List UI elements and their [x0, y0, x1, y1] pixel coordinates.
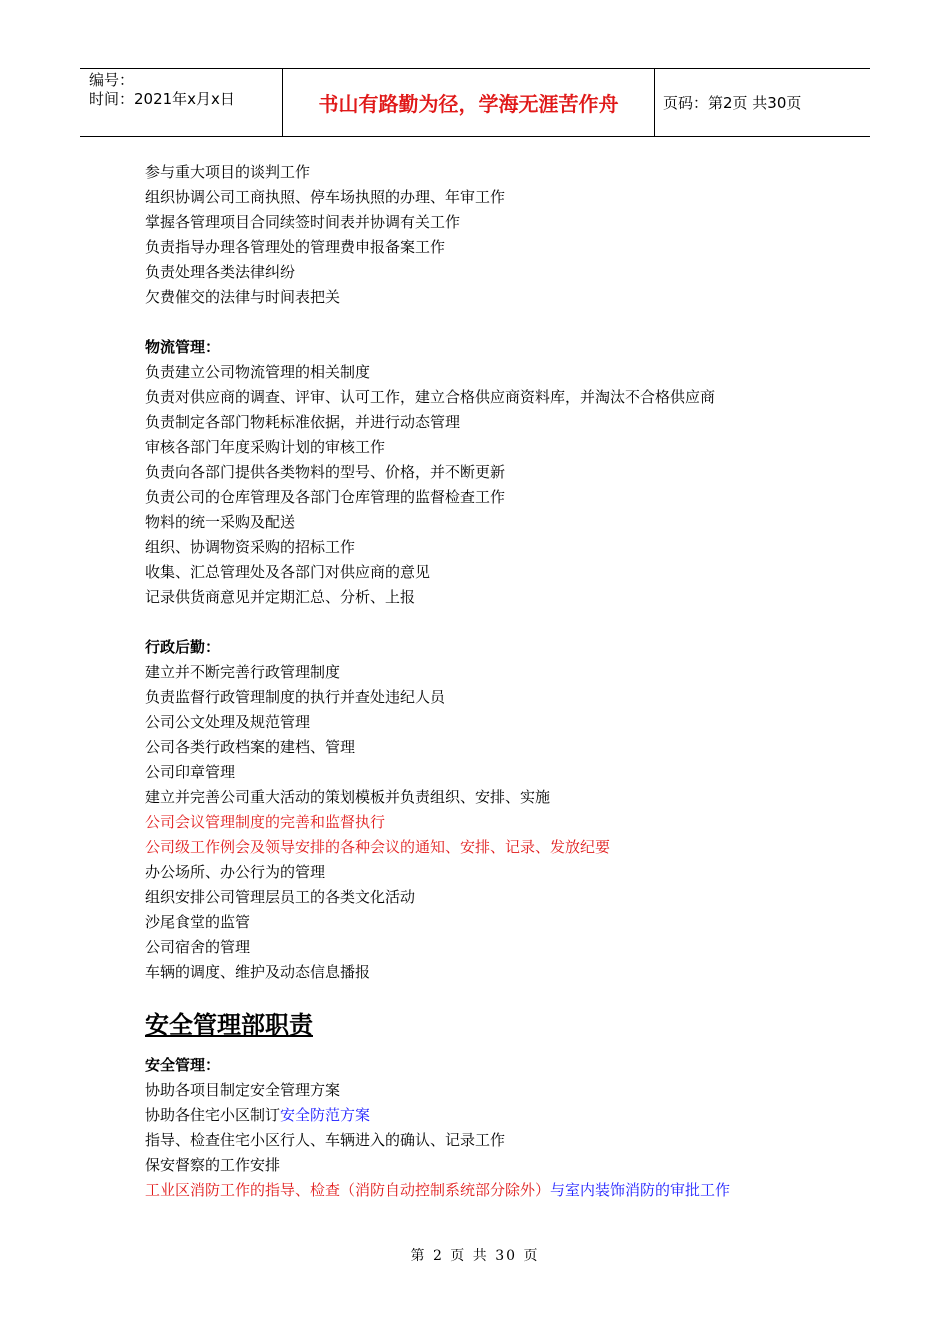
list-item: 负责建立公司物流管理的相关制度 [145, 363, 371, 381]
admin-section [145, 635, 845, 985]
list-item: 收集、汇总管理处及各部门对供应商的意见 [145, 563, 431, 581]
item-text-red: 工业区消防工作的指导、检查（消防自动控制系统部分除外） [145, 1181, 551, 1199]
legal-section-tail [145, 160, 845, 310]
safety-section [145, 1053, 845, 1203]
list-item: 沙尾食堂的监管 [145, 913, 251, 931]
list-item: 记录供货商意见并定期汇总、分析、上报 [145, 588, 416, 606]
section-heading: 物流管理： [145, 338, 221, 356]
list-item: 办公场所、办公行为的管理 [145, 863, 326, 881]
list-item-highlighted: 公司会议管理制度的完善和监督执行 [145, 813, 386, 831]
list-item: 指导、检查住宅小区行人、车辆进入的确认、记录工作 [145, 1131, 506, 1149]
header-motto: 书山有路勤为径，学海无涯苦作舟 [318, 92, 619, 116]
section-heading: 安全管理： [145, 1056, 221, 1074]
document-body [145, 160, 845, 1203]
list-item: 组织安排公司管理层员工的各类文化活动 [145, 888, 416, 906]
header-page-number: 页码：第2页 共30页 [663, 94, 802, 112]
list-item: 负责监督行政管理制度的执行并查处违纪人员 [145, 688, 446, 706]
list-item: 公司印章管理 [145, 763, 236, 781]
item-text: 协助各住宅小区制订 [145, 1106, 281, 1124]
logistics-section [145, 335, 845, 610]
safety-plan-link[interactable]: 安全防范方案 [280, 1106, 371, 1124]
list-item: 车辆的调度、维护及动态信息播报 [145, 963, 371, 981]
list-item: 物料的统一采购及配送 [145, 513, 296, 531]
list-item: 审核各部门年度采购计划的审核工作 [145, 438, 386, 456]
list-item: 组织、协调物资采购的招标工作 [145, 538, 356, 556]
list-item: 建立并完善公司重大活动的策划模板并负责组织、安排、实施 [145, 788, 551, 806]
list-item-highlighted: 公司级工作例会及领导安排的各种会议的通知、安排、记录、发放纪要 [145, 838, 611, 856]
list-item: 建立并不断完善行政管理制度 [145, 663, 341, 681]
list-item: 负责对供应商的调查、评审、认可工作，建立合格供应商资料库，并淘汰不合格供应商 [145, 388, 716, 406]
list-item: 公司公文处理及规范管理 [145, 713, 311, 731]
list-item: 保安督察的工作安排 [145, 1156, 281, 1174]
list-item: 掌握各管理项目合同续签时间表并协调有关工作 [145, 213, 461, 231]
page-header [80, 68, 870, 137]
header-info [89, 71, 279, 109]
list-item: 协助各项目制定安全管理方案 [145, 1081, 341, 1099]
list-item [145, 1178, 845, 1203]
list-item: 负责公司的仓库管理及各部门仓库管理的监督检查工作 [145, 488, 506, 506]
list-item: 参与重大项目的谈判工作 [145, 163, 311, 181]
header-divider [654, 69, 655, 136]
list-item: 负责指导办理各管理处的管理费申报备案工作 [145, 238, 446, 256]
list-item: 公司各类行政档案的建档、管理 [145, 738, 356, 756]
list-item: 组织协调公司工商执照、停车场执照的办理、年审工作 [145, 188, 506, 206]
list-item: 公司宿舍的管理 [145, 938, 251, 956]
section-heading: 行政后勤： [145, 638, 221, 656]
list-item: 负责制定各部门物耗标准依据，并进行动态管理 [145, 413, 461, 431]
time-label: 时间：2021年x月x日 [89, 90, 235, 108]
section-title: 安全管理部职责 [145, 1010, 313, 1039]
list-item: 负责向各部门提供各类物料的型号、价格，并不断更新 [145, 463, 506, 481]
list-item: 欠费催交的法律与时间表把关 [145, 288, 341, 306]
list-item [145, 1103, 845, 1128]
page-footer: 第 2 页 共 30 页 [410, 1248, 540, 1264]
list-item: 负责处理各类法律纠纷 [145, 263, 296, 281]
item-text-blue: 与室内装饰消防的审批工作 [550, 1181, 731, 1199]
number-label: 编号： [89, 71, 135, 89]
